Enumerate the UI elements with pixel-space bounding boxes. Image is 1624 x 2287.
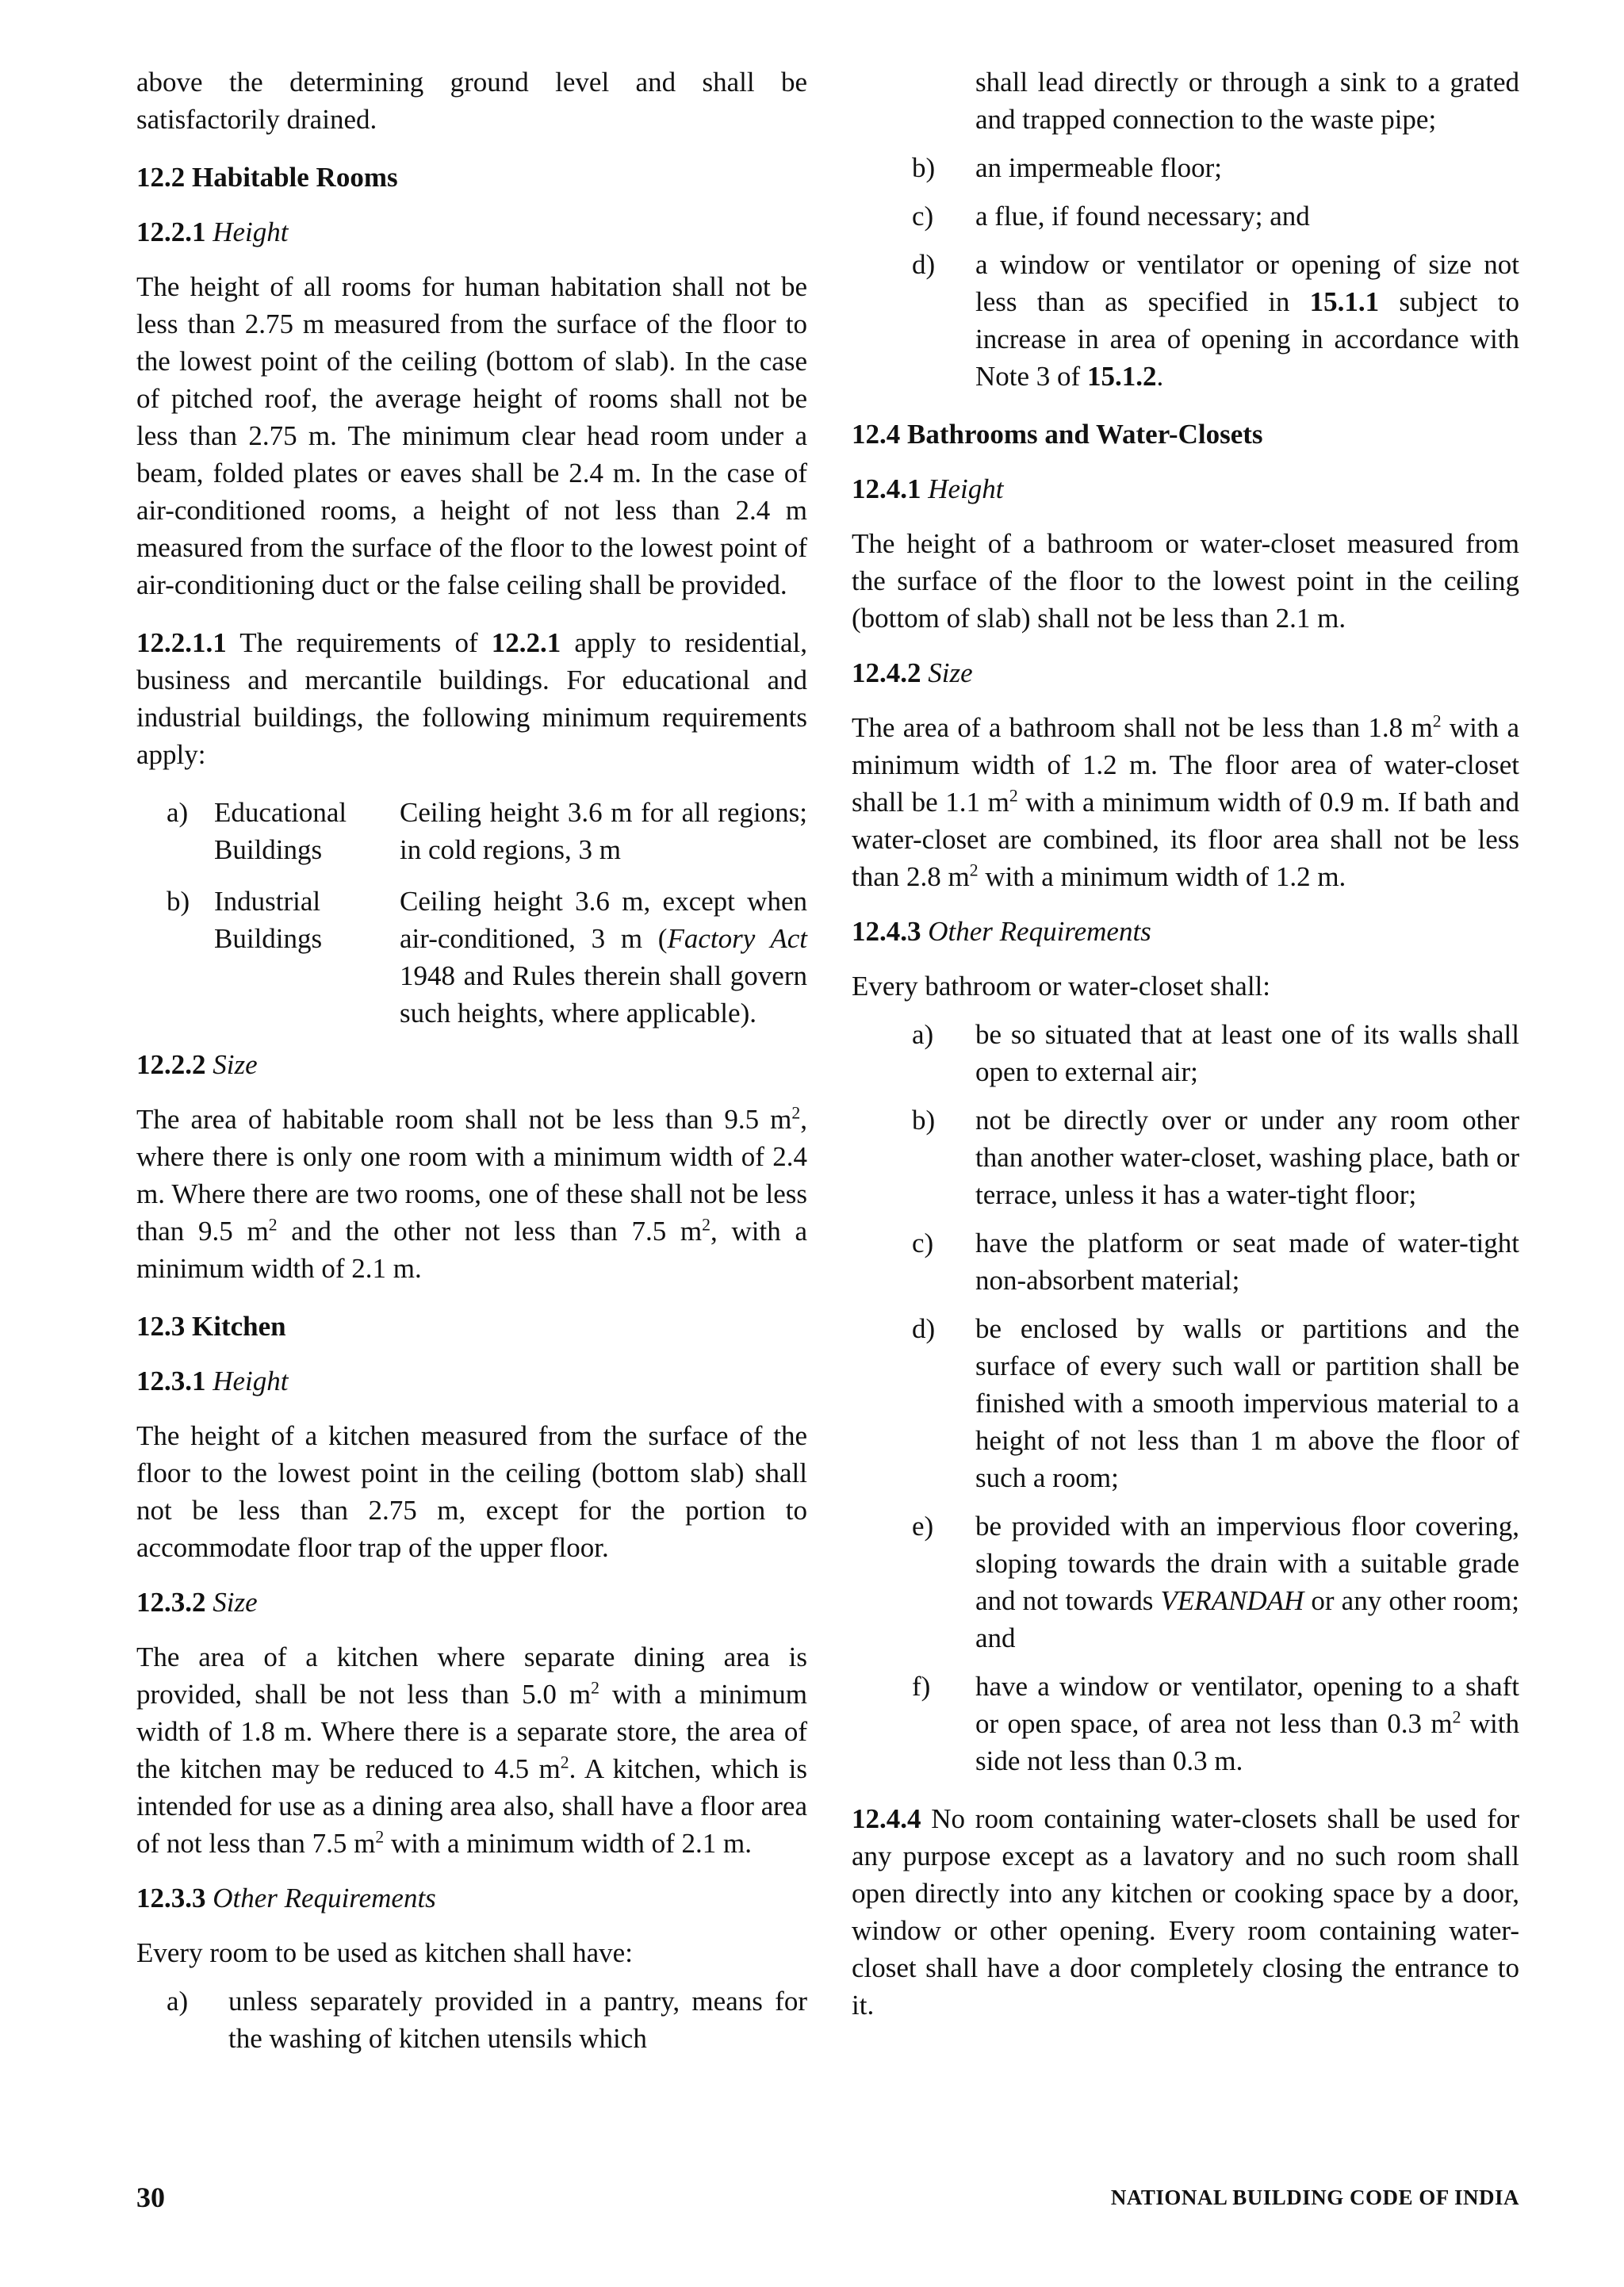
- text-part: with a minimum width of 0.9 m. If bath and water-closet are combined, its floor area shall not be less than 2.8 m: [852, 787, 1519, 892]
- list-item: [852, 197, 1519, 235]
- section-number: 12.2.2: [136, 1049, 206, 1080]
- section-12-3-3-heading: [136, 1879, 807, 1917]
- section-number: 12.4.2: [852, 657, 921, 688]
- running-title: NATIONAL BUILDING CODE OF INDIA: [1110, 2185, 1519, 2209]
- section-number: 12.4.1: [852, 473, 921, 504]
- section-number: 12.2: [136, 162, 186, 193]
- section-12-4-2-heading: [852, 654, 1519, 691]
- text-part: with a minimum width of 1.2 m.: [978, 861, 1346, 892]
- superscript: 2: [560, 1753, 569, 1772]
- right-column: [852, 63, 1519, 2024]
- list-marker: a): [912, 1019, 934, 1050]
- section-number: 12.3.1: [136, 1366, 206, 1396]
- req-building: Educational Buildings: [214, 797, 347, 865]
- section-12-3-1-text: The height of a kitchen measured from the surface of the floor to the lowest point in the ceiling (bottom slab) shall not be less than 2.75 m, except for the portion to accommodate floor trap of the upper floor.: [136, 1420, 807, 1563]
- list-marker: f): [912, 1671, 931, 1702]
- left-column: [136, 63, 807, 2057]
- text-part: be provided with an impervious floor covering, sloping towards the drain with a suitable grade and not towards: [975, 1511, 1519, 1616]
- section-12-4-3-heading: [852, 913, 1519, 950]
- text-part: or any other room; and: [975, 1585, 1519, 1653]
- section-12-4-2-text: [852, 709, 1519, 895]
- text-part: , where there is only one room with a minimum width of 2.4 m. Where there are two rooms, one of these shall not be less than 9.5 m: [136, 1104, 807, 1247]
- section-title: Size: [213, 1049, 258, 1080]
- list-marker: a): [167, 1986, 189, 2017]
- text-part: and the other not less than 7.5 m: [277, 1216, 703, 1247]
- list-item: [852, 1310, 1519, 1496]
- section-12-3-1-heading: [136, 1362, 807, 1400]
- section-title: Height: [928, 473, 1004, 504]
- text-part: 1948 and Rules therein shall govern such heights, where applicable).: [400, 960, 807, 1029]
- list-item-text: not be directly over or under any room other than another water-closet, washing place, bath or terrace, unless it has a water-tight floor;: [975, 1105, 1519, 1210]
- section-title: Habitable Rooms: [192, 162, 398, 193]
- superscript: 2: [702, 1215, 710, 1235]
- section-title: Size: [213, 1587, 258, 1618]
- text-part: with a minimum width of 1.2 m. The floor area of water-closet shall be 1.1 m: [852, 712, 1519, 818]
- text-part: apply to residential, business and mercantile buildings. For educational and industrial buildings, the following minimum requirements apply:: [136, 627, 808, 770]
- superscript: 2: [268, 1215, 278, 1235]
- text-part: The area of habitable room shall not be less than 9.5 m: [136, 1104, 792, 1135]
- section-title: Kitchen: [192, 1311, 286, 1342]
- list-item: [852, 1668, 1519, 1779]
- section-12-4-3-text: Every bathroom or water-closet shall:: [852, 971, 1271, 1002]
- section-number: 12.4: [852, 419, 901, 450]
- intro-paragraph: above the determining ground level and shall be satisfactorily drained.: [136, 67, 807, 135]
- section-12-4-heading: [852, 416, 1519, 453]
- act-name: Factory Act: [667, 923, 807, 954]
- list-item-text: an impermeable floor;: [975, 152, 1222, 183]
- text-part: .: [1156, 361, 1164, 392]
- text-part: with side not less than 0.3 m.: [975, 1708, 1519, 1776]
- section-title: Height: [213, 216, 289, 247]
- list-item-text: [975, 246, 1519, 395]
- section-12-4-1-heading: [852, 470, 1519, 508]
- section-number: 12.2.1.1: [136, 627, 227, 658]
- section-number: 12.2.1: [136, 216, 206, 247]
- text-part: subject to increase in area of opening in accordance with Note 3 of: [975, 286, 1519, 392]
- superscript: 2: [591, 1678, 599, 1698]
- req-building: Industrial Buildings: [214, 886, 323, 954]
- page-number: 30: [136, 2182, 165, 2213]
- list-item-text: a flue, if found necessary; and: [975, 201, 1310, 232]
- text-part: , with a minimum width of 2.1 m.: [136, 1216, 807, 1284]
- list-item: [852, 1507, 1519, 1657]
- superscript: 2: [1452, 1707, 1461, 1727]
- section-12-2-2-heading: [136, 1046, 807, 1083]
- section-12-2-2-text: [136, 1101, 807, 1287]
- section-number: 12.4.4: [852, 1803, 921, 1834]
- water-closet-requirements-list: [852, 1016, 1519, 1779]
- section-title: Bathrooms and Water-Closets: [907, 419, 1263, 450]
- section-number: 12.3.2: [136, 1587, 206, 1618]
- list-item: [136, 1982, 807, 2057]
- superscript: 2: [375, 1827, 385, 1847]
- req-value: [400, 883, 807, 1032]
- list-item: [852, 149, 1519, 186]
- section-12-4-4-text: [852, 1800, 1519, 2024]
- section-reference: 12.2.1: [491, 627, 561, 658]
- italic-term: VERANDAH: [1160, 1585, 1304, 1616]
- section-number: 12.3.3: [136, 1883, 206, 1913]
- list-item-text: [975, 1507, 1519, 1657]
- section-reference: 15.1.1: [1309, 286, 1380, 317]
- superscript: 2: [1432, 711, 1442, 731]
- list-marker: e): [912, 1511, 934, 1542]
- text-part: have a window or ventilator, opening to a shaft or open space, of area not less than 0.3 m: [975, 1671, 1519, 1739]
- section-12-3-3-text: Every room to be used as kitchen shall have:: [136, 1937, 633, 1968]
- text-part: No room containing water-closets shall be used for any purpose except as a lavatory and no such room shall open directly into any kitchen or cooking space by a door, window or other opening. Every room containing water-closet shall have a door completely closing the entrance to it.: [852, 1803, 1519, 2021]
- text-part: Ceiling height 3.6 m, except when air-conditioned, 3 m (: [400, 886, 807, 954]
- section-12-4-1-text: The height of a bathroom or water-closet measured from the surface of the floor to the lowest point in the ceiling (bottom of slab) shall not be less than 2.1 m.: [852, 528, 1519, 634]
- section-number: 12.3: [136, 1311, 186, 1342]
- list-item-text: [975, 1668, 1519, 1779]
- building-requirements-table: [167, 794, 807, 1046]
- section-12-2-heading: [136, 159, 807, 196]
- section-title: Size: [928, 657, 973, 688]
- text-part: The area of a kitchen where separate dining area is provided, shall be not less than 5.0 m: [136, 1642, 807, 1710]
- list-marker: d): [912, 1313, 936, 1344]
- section-12-2-1-text: The height of all rooms for human habitation shall not be less than 2.75 m measured from the surface of the floor to the lowest point of the ceiling (bottom of slab). In the case of pitched roof, the average height of rooms shall not be less than 2.75 m. The minimum clear head room under a beam, folded plates or eaves shall be 2.4 m. In the case of air-conditioned rooms, a height of not less than 2.4 m measured from the surface of the floor to the lowest point of air-conditioning duct or the false ceiling shall be provided.: [136, 271, 807, 600]
- req-marker: b): [167, 886, 190, 917]
- list-item: [852, 63, 1519, 138]
- list-item: [852, 1016, 1519, 1090]
- list-item-text: be so situated that at least one of its walls shall open to external air;: [975, 1019, 1519, 1087]
- list-marker: [912, 63, 975, 138]
- list-marker: b): [912, 152, 936, 183]
- list-marker: c): [912, 1228, 934, 1258]
- section-12-3-heading: [136, 1308, 807, 1345]
- superscript: 2: [969, 860, 979, 880]
- list-marker: d): [912, 249, 936, 280]
- section-title: Other Requirements: [928, 916, 1151, 947]
- list-item: [852, 246, 1519, 395]
- text-part: with a minimum width of 2.1 m.: [384, 1828, 752, 1859]
- superscript: 2: [1009, 786, 1018, 806]
- kitchen-requirements-list-continued: [852, 63, 1519, 395]
- list-marker: c): [912, 201, 934, 232]
- section-reference: 15.1.2: [1086, 361, 1157, 392]
- section-title: Height: [213, 1366, 289, 1396]
- kitchen-requirements-list: [136, 1982, 807, 2057]
- section-12-2-1-heading: [136, 213, 807, 251]
- section-12-3-2-text: [136, 1638, 807, 1862]
- section-12-2-1-1-text: [136, 624, 807, 773]
- text-part: . A kitchen, which is intended for use as a dining area also, shall have a floor area of not less than 7.5 m: [136, 1753, 808, 1859]
- superscript: 2: [791, 1103, 801, 1123]
- text-part: with a minimum width of 1.8 m. Where there is a separate store, the area of the kitchen may be reduced to 4.5 m: [136, 1679, 807, 1784]
- list-item-text: be enclosed by walls or partitions and the surface of every such wall or partition shall be finished with a smooth impervious material to a height of not less than 1 m above the floor of such a room;: [975, 1313, 1519, 1493]
- section-title: Other Requirements: [213, 1883, 436, 1913]
- list-item-text: have the platform or seat made of water-tight non-absorbent material;: [975, 1228, 1519, 1296]
- section-number: 12.4.3: [852, 916, 921, 947]
- req-value: Ceiling height 3.6 m for all regions; in cold regions, 3 m: [400, 797, 807, 865]
- text-part: a window or ventilator or opening of size not less than as specified in: [975, 249, 1519, 317]
- text-part: The area of a bathroom shall not be less than 1.8 m: [852, 712, 1433, 743]
- list-item-text: unless separately provided in a pantry, means for the washing of kitchen utensils which: [228, 1986, 807, 2054]
- list-marker: b): [912, 1105, 936, 1136]
- section-12-3-2-heading: [136, 1584, 807, 1621]
- list-item: [852, 1101, 1519, 1213]
- text-part: The requirements of: [239, 627, 478, 658]
- list-item: [852, 1224, 1519, 1299]
- list-item-text: shall lead directly or through a sink to a grated and trapped connection to the waste pipe;: [975, 67, 1519, 135]
- req-marker: a): [167, 797, 189, 828]
